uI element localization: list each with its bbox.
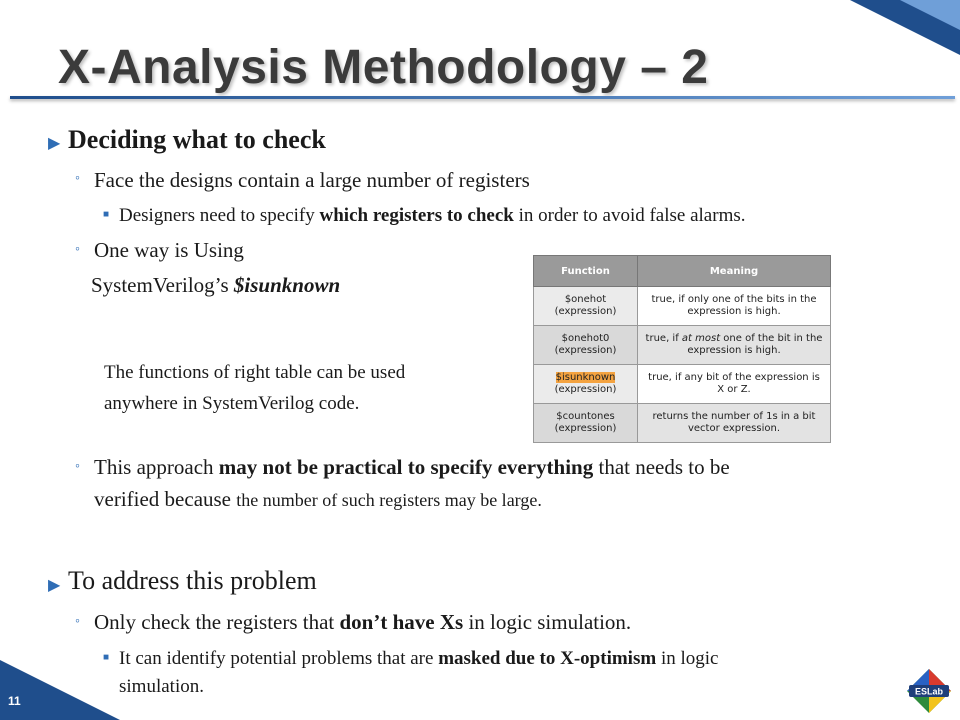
meaning-cell: true, if any bit of the expression is X or Z. [638, 365, 831, 404]
bullet-text: It can identify potential problems that are masked due to X-optimism in logic [119, 648, 719, 669]
logo-text: ESLab [914, 686, 944, 697]
bullet-text-continued: SystemVerilog’s $isunknown [91, 273, 341, 297]
section-heading: To address this problem [68, 566, 317, 595]
circle-bullet-icon: ◦ [75, 614, 80, 629]
note-text: anywhere in SystemVerilog code. [104, 393, 360, 414]
slide-title: X-Analysis Methodology – 2 [58, 41, 709, 94]
function-cell: $onehot (expression) [534, 287, 638, 326]
table-row [534, 365, 831, 404]
bullet-text-continued: verified because the number of such registers may be large. [94, 487, 542, 511]
table-header: Function [534, 256, 638, 287]
page-number: 11 [8, 694, 21, 708]
bullet-text: One way is Using [94, 238, 244, 262]
title-underline [10, 96, 955, 99]
section-heading: Deciding what to check [68, 125, 326, 154]
table-header-row [534, 256, 831, 287]
square-bullet-icon: ■ [103, 652, 110, 663]
note-text: The functions of right table can be used [104, 362, 406, 383]
bullet-text: Only check the registers that don’t have Xs in logic simulation. [94, 610, 632, 634]
function-table [533, 255, 831, 443]
table-header: Meaning [638, 256, 831, 287]
bullet-text: This approach may not be practical to specify everything that needs to be [94, 455, 730, 479]
arrow-bullet-icon: ▶ [48, 135, 61, 152]
function-cell: $onehot0 (expression) [534, 326, 638, 365]
circle-bullet-icon: ◦ [75, 171, 80, 186]
meaning-cell: true, if only one of the bits in the expression is high. [638, 287, 831, 326]
highlighted-function: $isunknown [555, 371, 616, 383]
function-cell: $countones (expression) [534, 404, 638, 443]
table-row [534, 404, 831, 443]
circle-bullet-icon: ◦ [75, 459, 80, 474]
meaning-cell: true, if at most one of the bit in the expression is high. [638, 326, 831, 365]
table-row [534, 287, 831, 326]
arrow-bullet-icon: ▶ [48, 577, 61, 594]
eslab-logo [906, 668, 952, 714]
function-cell: $isunknown (expression) [534, 365, 638, 404]
meaning-cell: returns the number of 1s in a bit vector expression. [638, 404, 831, 443]
square-bullet-icon: ■ [103, 209, 110, 220]
bullet-text: Face the designs contain a large number of registers [94, 168, 530, 192]
corner-decoration-light [900, 0, 960, 30]
circle-bullet-icon: ◦ [75, 242, 80, 257]
bullet-text: Designers need to specify which registers to check in order to avoid false alarms. [119, 205, 746, 226]
table-row [534, 326, 831, 365]
corner-decoration [0, 660, 120, 720]
bullet-text-continued: simulation. [119, 676, 204, 697]
